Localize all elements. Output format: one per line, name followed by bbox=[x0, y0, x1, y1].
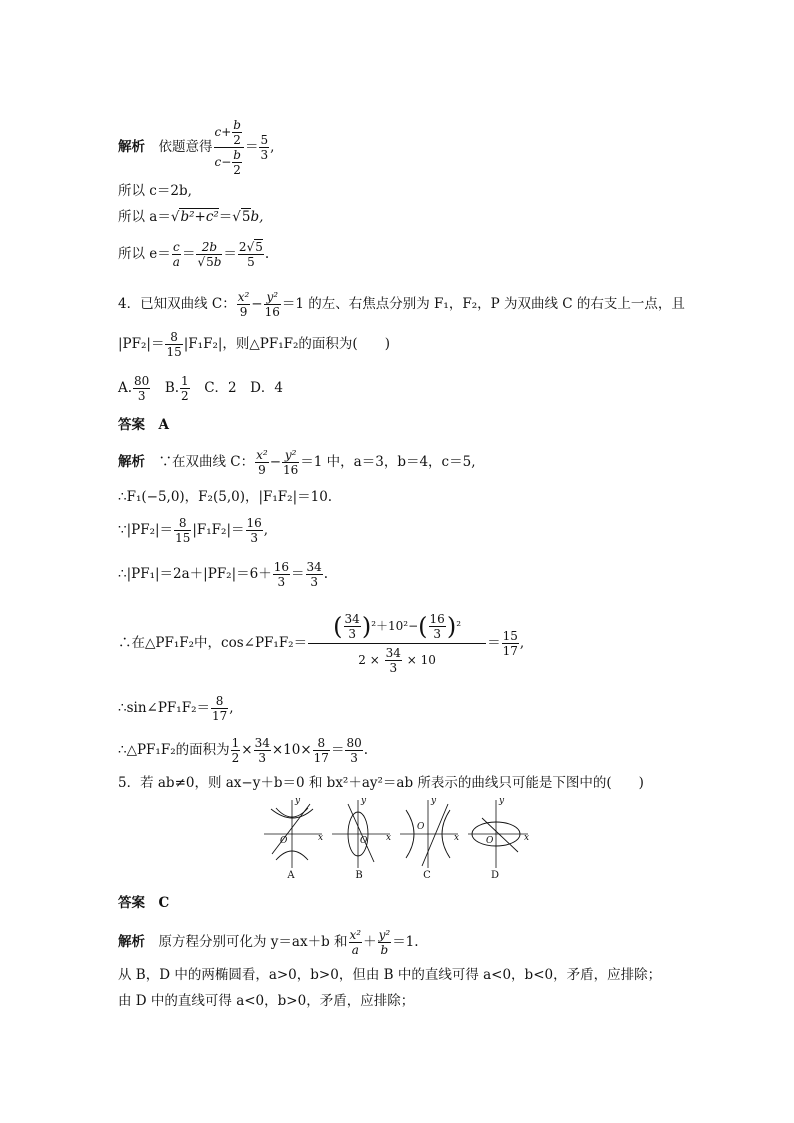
q4-answer: 答案 A bbox=[118, 417, 169, 433]
s4-line1: 解析 ∵在双曲线 C： $\frac{\text{x²}}{9}$ − $\frac{\text{y²}}{16}$ ＝1 中，a＝3，b＝4，c＝5, bbox=[118, 448, 476, 477]
s4-line4: ∴|PF₁|＝2a＋|PF₂|＝6＋ $\frac{16}{3}$ ＝ $\frac{34}{3}$ . bbox=[118, 560, 329, 589]
s5-line2: 从 B，D 中的两椭圆看，a>0，b>0，但由 B 中的直线可得 a<0，b<0，矛盾，应排除； bbox=[118, 967, 662, 983]
q4-stem-line2: |PF₂|＝ $\frac{8}{15}$ |F₁F₂|，则△PF₁F₂的面积为( ) bbox=[118, 330, 390, 359]
s4-line2: ∴F₁(−5,0)，F₂(5,0)，|F₁F₂|＝10. bbox=[118, 489, 333, 505]
figure-d: y x O D bbox=[466, 796, 530, 886]
s3-line4: 所以 e＝ $\frac{c}{a}$ ＝ $\frac{2b}{√5b}$ ＝ $\frac{2√5}{5}$ . bbox=[118, 240, 270, 269]
s4-line7: ∴△PF₁F₂的面积为 $\frac{1}{2}$ × $\frac{34}{3}$ ×10× $\frac{8}{17}$ ＝ $\frac{80}{3}$ . bbox=[118, 736, 369, 765]
s5-line1: 解析 原方程分别可化为 y＝ax＋b 和 $\frac{\text{x²}}{a}$ ＋ $\frac{\text{y²}}{b}$ ＝1. bbox=[118, 928, 419, 957]
figure-b: y x O B bbox=[330, 796, 394, 886]
q5-answer: 答案 C bbox=[118, 895, 170, 911]
q4-options: A. $\frac{80}{3}$ B. $\frac{1}{2}$ C．2 D．4 bbox=[118, 374, 284, 403]
q5-figure-group bbox=[262, 796, 532, 886]
figure-d-label: D bbox=[490, 870, 500, 881]
s4-line6: ∴sin∠PF₁F₂＝ $\frac{8}{17}$ , bbox=[118, 694, 234, 723]
figure-b-label: B bbox=[355, 870, 363, 881]
figure-a: y x O A bbox=[262, 796, 326, 886]
q4-stem-line1: 4．已知双曲线 C： $\frac{\text{x²}}{9}$ − $\frac{\text{y²}}{16}$ ＝1 的左、右焦点分别为 F₁，F₂，P 为双曲线 C 的右支上一点，且 bbox=[118, 290, 685, 319]
s5-line3: 由 D 中的直线可得 a<0，b>0，矛盾，应排除； bbox=[118, 993, 415, 1009]
s3-line3: 所以 a＝√b²+c²＝√5b, bbox=[118, 209, 264, 225]
solution-label: 解析 bbox=[118, 139, 145, 155]
figure-a-label: A bbox=[287, 870, 295, 881]
s4-line3: ∵|PF₂|＝ $\frac{8}{15}$ |F₁F₂|＝ $\frac{16}{3}$ , bbox=[118, 516, 269, 545]
q5-stem: 5．若 ab≠0，则 ax−y＋b＝0 和 bx²＋ay²＝ab 所表示的曲线只可能是下图中的( ) bbox=[118, 775, 644, 791]
figure-c: y x O C bbox=[398, 796, 462, 886]
s3-fraction: c+ $\frac{b}{2}$ c− $\frac{b}{2}$ bbox=[214, 118, 244, 177]
figure-c-label: C bbox=[423, 870, 431, 881]
s4-line5: ∴在△PF₁F₂中，cos∠PF₁F₂＝ ( $\frac{34}{3}$ )²＋10²−( $\frac{16}{3}$ )² 2 × $\frac{34}{3}$ × 10 ＝ $\frac{15}{17}$ , bbox=[118, 612, 525, 675]
s3-line1: 解析 依题意得 c+ $\frac{b}{2}$ c− $\frac{b}{2}$ ＝ $\frac{5}{3}$ , bbox=[118, 118, 275, 177]
s3-line2: 所以 c＝2b, bbox=[118, 183, 192, 199]
